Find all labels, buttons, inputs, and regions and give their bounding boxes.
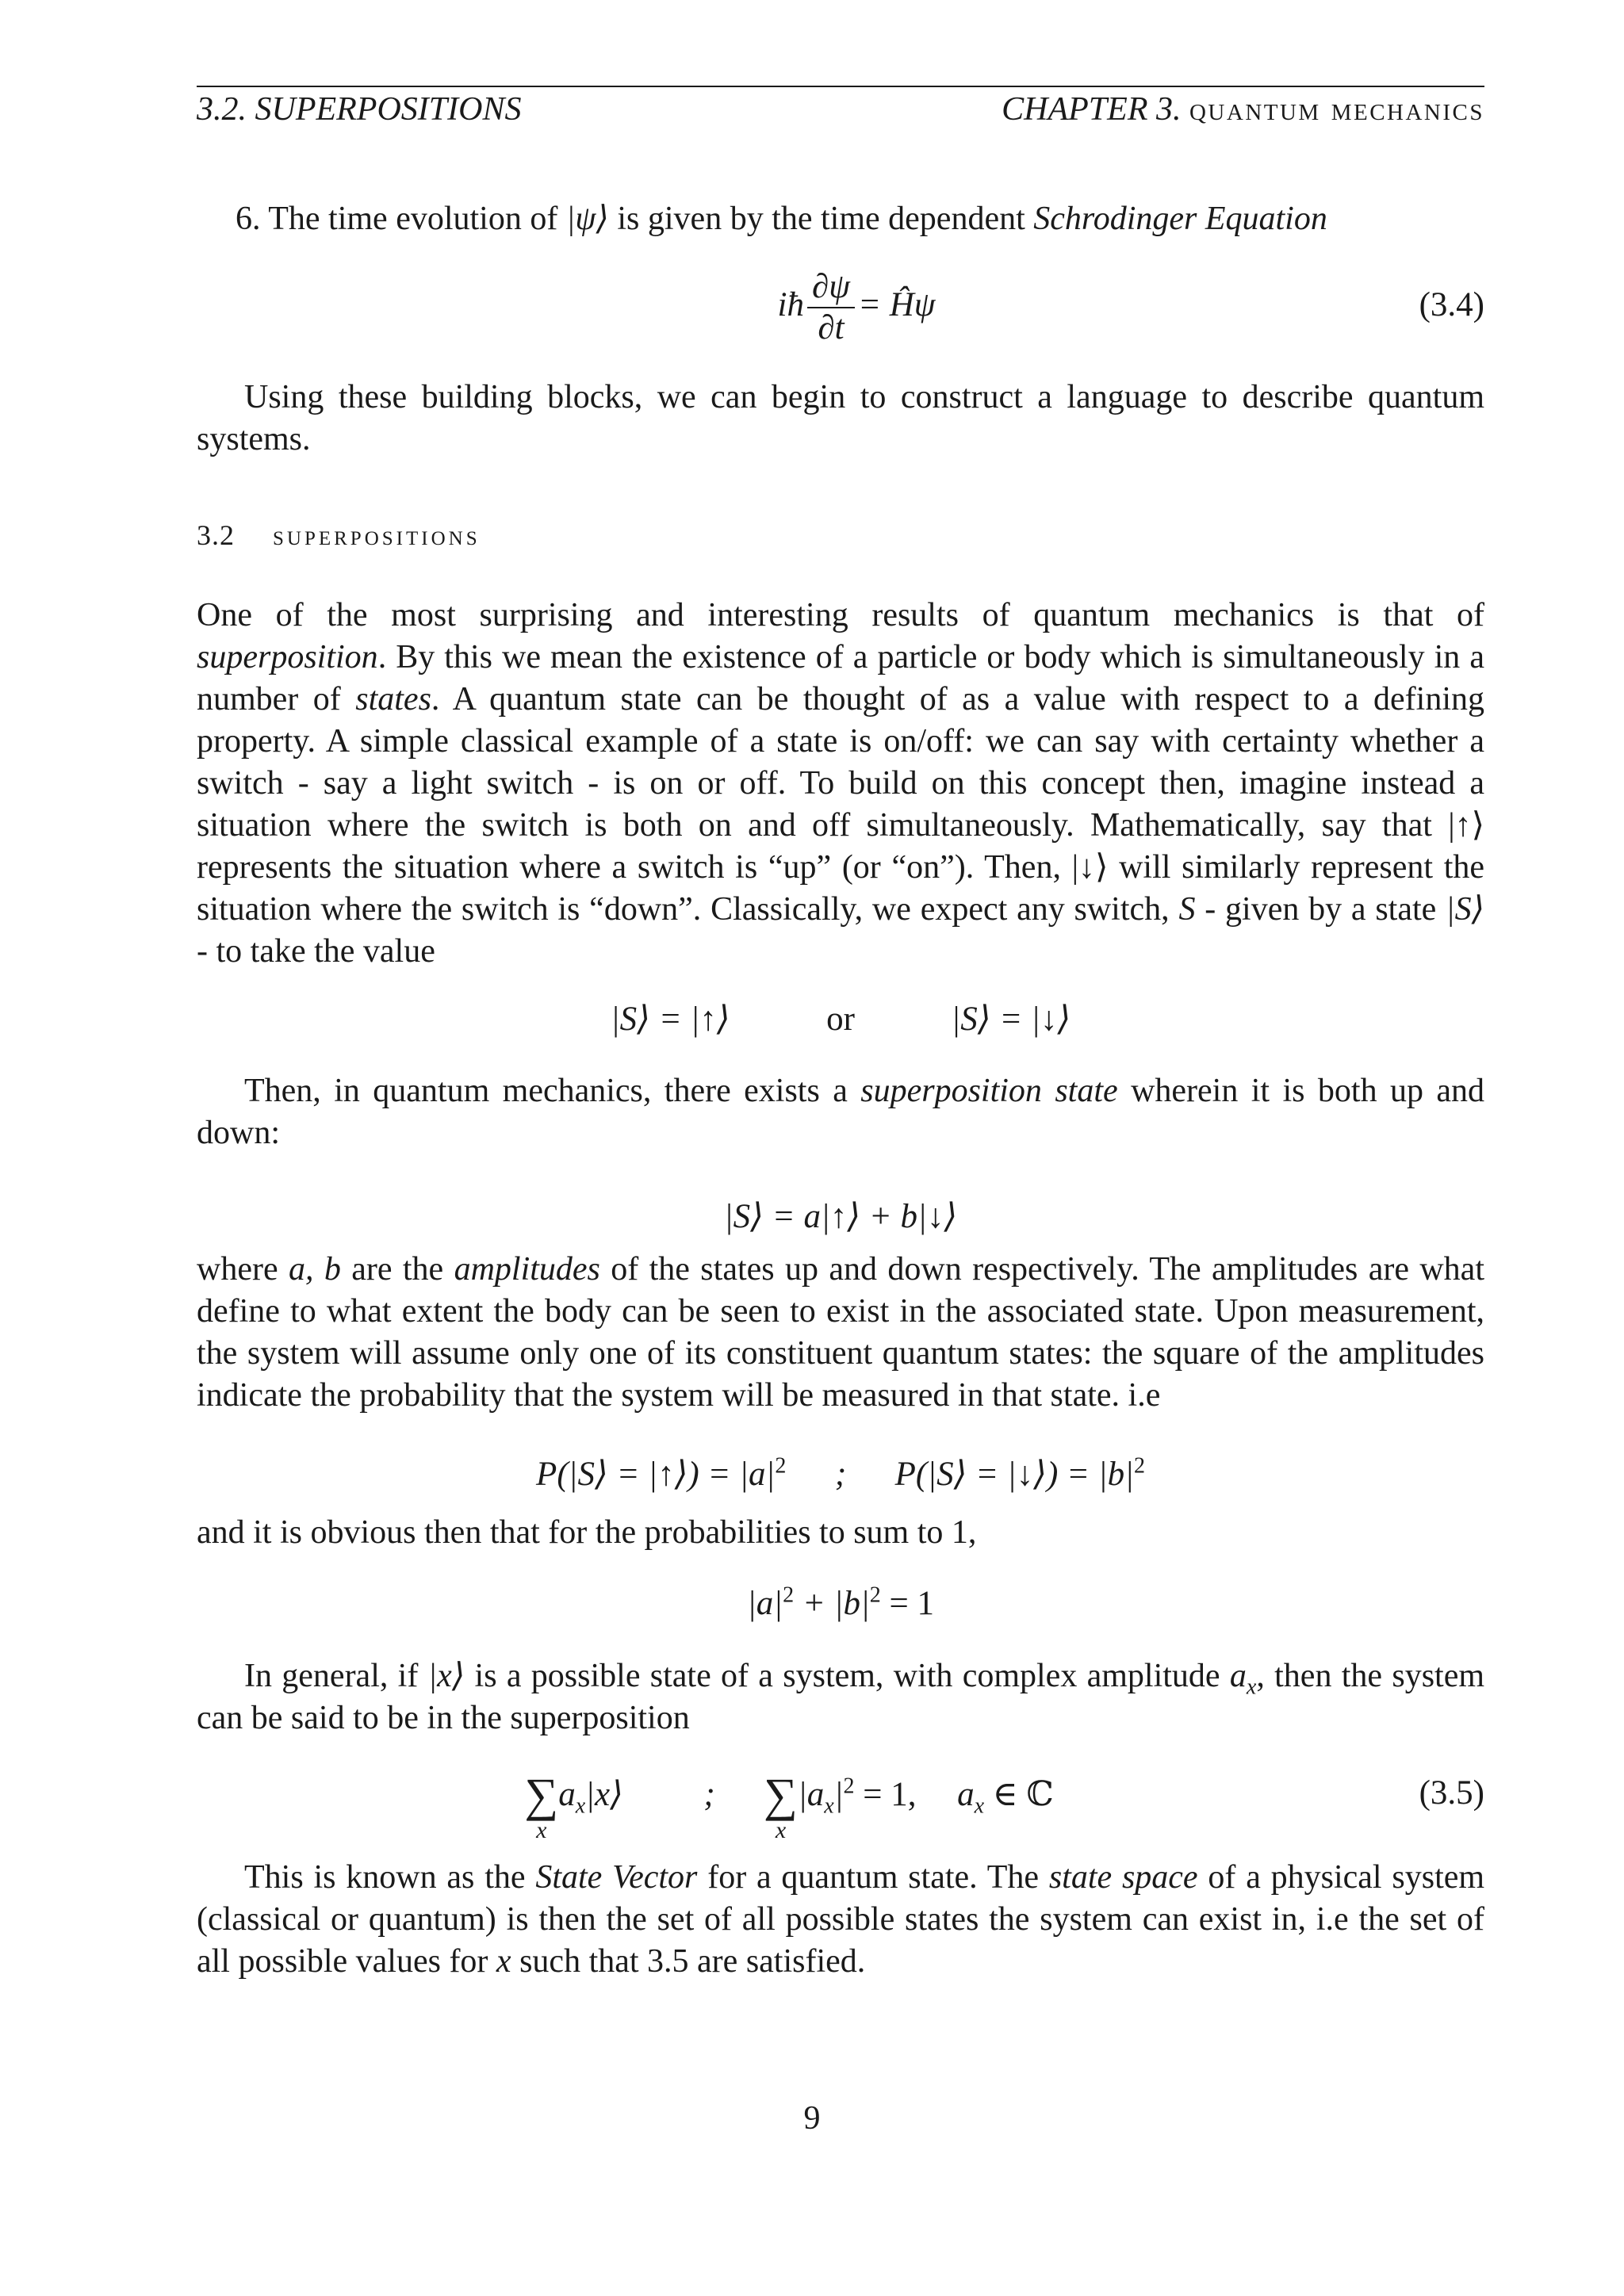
equation-number-3-5: (3.5) [1419, 1774, 1484, 1812]
paragraph-state-vector [197, 1857, 1484, 1983]
eq-probability-right: P(|S⟩ = |↓⟩) = |b| [894, 1456, 1134, 1493]
text-span: of a physical system (classical or quantum) is then the set of all possible states the system can exist in, i.e the set of all possible values for [197, 1859, 1485, 1980]
superscript: 2 [775, 1453, 787, 1479]
emphasis-superposition-state: superposition state [860, 1073, 1118, 1109]
paragraph-superposition [197, 595, 1484, 973]
text-span: . A quantum state can be thought of as a value with respect to a defining property. A simple classical example of a state is on/off: we can say with certainty whether a switch - say a light switch - is on or off. To build on this concept then, imagine instead a situation where the switch is both on and off simultaneously. Mathematically, say that |↑⟩ represents the situation where a switch is “up” (or “on”). Then, |↓⟩ will similarly represent the situation where the switch is “down”. Classically, we expect any switch, [197, 681, 1484, 928]
text-span: of the states up and down respectively. The amplitudes are what define to what extent the body can be seen to exist in the associated state. Upon measurement, the system will assume only one of its constituent quantum states: the square of the amplitudes indicate the probability that the system will be measured in that state. i.e [197, 1251, 1484, 1414]
paragraph-then [197, 1070, 1484, 1154]
list-item-text-mid: is given by the time dependent [617, 201, 1025, 237]
eq34-rhs: = Ĥψ [857, 286, 936, 323]
text-span: is a possible state of a system, with complex amplitude [474, 1658, 1220, 1694]
emphasis-states: states [355, 681, 431, 718]
list-item-text: The time evolution of [268, 201, 558, 237]
subscript: x [974, 1793, 984, 1819]
superscript: 2 [783, 1582, 795, 1608]
eq35-separator: ; [703, 1775, 715, 1813]
paragraph-building-blocks: Using these building blocks, we can begin to construct a language to describe quantum systems. [197, 379, 1484, 457]
header-chapter-prefix: CHAPTER 3. [1002, 91, 1182, 128]
text-span: One of the most surprising and interesting results of quantum mechanics is that of [197, 597, 1484, 633]
superscript: 2 [1133, 1453, 1145, 1479]
list-item-number: 6. [236, 201, 261, 237]
eq35-member: a [957, 1775, 975, 1813]
eq35-ket: |x⟩ [585, 1775, 623, 1813]
section-title: superpositions [273, 519, 481, 551]
text-span: wherein it is both up and down: [197, 1073, 1485, 1151]
eq-classical-right: |S⟩ = |↓⟩ [951, 1001, 1071, 1038]
header-chapter-name: quantum mechanics [1189, 91, 1484, 128]
superscript: 2 [869, 1582, 881, 1608]
text-span: Then, in quantum mechanics, there exists a [244, 1073, 848, 1109]
eq34-numerator: ∂ψ [807, 267, 855, 308]
emphasis-state-space: state space [1048, 1859, 1198, 1896]
superscript: 2 [843, 1774, 855, 1799]
text-span: - to take the value [197, 933, 435, 970]
emphasis-a-b: a, b [288, 1251, 341, 1288]
emphasis-s: S [1178, 891, 1196, 928]
eq-classical-or: or [826, 1001, 855, 1038]
eq34-fraction [807, 267, 855, 348]
emphasis-state-vector: State Vector [535, 1859, 698, 1896]
header-chapter-title [1002, 86, 1484, 133]
subscript: x [575, 1793, 586, 1819]
emphasis-superposition: superposition [197, 639, 378, 675]
eq35-complex-set: ∈ ℂ [984, 1775, 1054, 1813]
emphasis-x-ket: |x⟩ [427, 1658, 465, 1694]
emphasis-a: a [1229, 1658, 1247, 1694]
text-span: such that 3.5 are satisfied. [519, 1943, 866, 1980]
sigma-glyph: ∑ [524, 1769, 559, 1821]
paragraph-where [197, 1249, 1484, 1417]
sum-symbol [524, 1769, 559, 1844]
eq-norm-equals: = 1 [880, 1585, 935, 1622]
equation-number-3-4: (3.4) [1419, 286, 1484, 323]
eq35-term2: |a [797, 1775, 825, 1813]
subscript: x [824, 1793, 834, 1819]
text-span: , then the system can be said to be in the superposition [197, 1658, 1485, 1736]
eq35-equals-one: = 1, [854, 1775, 917, 1813]
equation-3-5 [197, 1762, 1484, 1849]
text-span: . By this we mean the existence of a particle or body which is simultaneously in a number of [197, 639, 1484, 718]
sigma-glyph: ∑ [764, 1769, 798, 1821]
eq34-denominator: ∂t [818, 309, 845, 347]
emphasis-x: x [496, 1943, 511, 1980]
schrodinger-equation-term: Schrodinger Equation [1033, 201, 1327, 237]
paragraph-obvious: and it is obvious then that for the probabilities to sum to 1, [197, 1514, 977, 1551]
sum-symbol [764, 1769, 798, 1844]
eq-probability-separator: ; [834, 1456, 847, 1493]
page-number: 9 [803, 2100, 821, 2137]
text-span: are the [351, 1251, 444, 1288]
sum-index: x [536, 1817, 547, 1843]
text-span: - given by a state [1205, 891, 1437, 928]
eq-superposition-text: |S⟩ = a|↑⟩ + b|↓⟩ [723, 1198, 958, 1235]
section-heading [197, 515, 481, 555]
text-span: for a quantum state. The [707, 1859, 1040, 1896]
list-item-6 [236, 198, 1327, 240]
psi-ket: |ψ⟩ [565, 201, 609, 237]
text-span: This is known as the [244, 1859, 526, 1896]
text-span: In general, if [244, 1658, 419, 1694]
text-span: where [197, 1251, 278, 1288]
sum-index: x [775, 1817, 787, 1843]
equation-classical-states [197, 997, 1484, 1042]
eq35-term1: a [558, 1775, 576, 1813]
emphasis-s-ket: |S⟩ [1446, 891, 1485, 928]
subscript: x [1246, 1674, 1257, 1700]
eq-norm-b: + |b| [794, 1585, 870, 1622]
equation-probability [197, 1452, 1484, 1497]
header-section-title: 3.2. SUPERPOSITIONS [197, 91, 522, 128]
eq-classical-left: |S⟩ = |↑⟩ [610, 1001, 730, 1038]
eq-norm-a: |a| [746, 1585, 783, 1622]
eq-probability-left: P(|S⟩ = |↑⟩) = |a| [536, 1456, 776, 1493]
emphasis-amplitudes: amplitudes [454, 1251, 600, 1288]
equation-normalization [197, 1582, 1484, 1626]
equation-3-4 [197, 262, 1484, 349]
eq34-lhs-prefix: iħ [777, 286, 804, 323]
equation-superposition [197, 1195, 1484, 1239]
eq35-term2-bar: | [833, 1775, 844, 1813]
running-header [197, 86, 1484, 128]
section-number: 3.2 [197, 519, 235, 551]
paragraph-general [197, 1655, 1484, 1739]
